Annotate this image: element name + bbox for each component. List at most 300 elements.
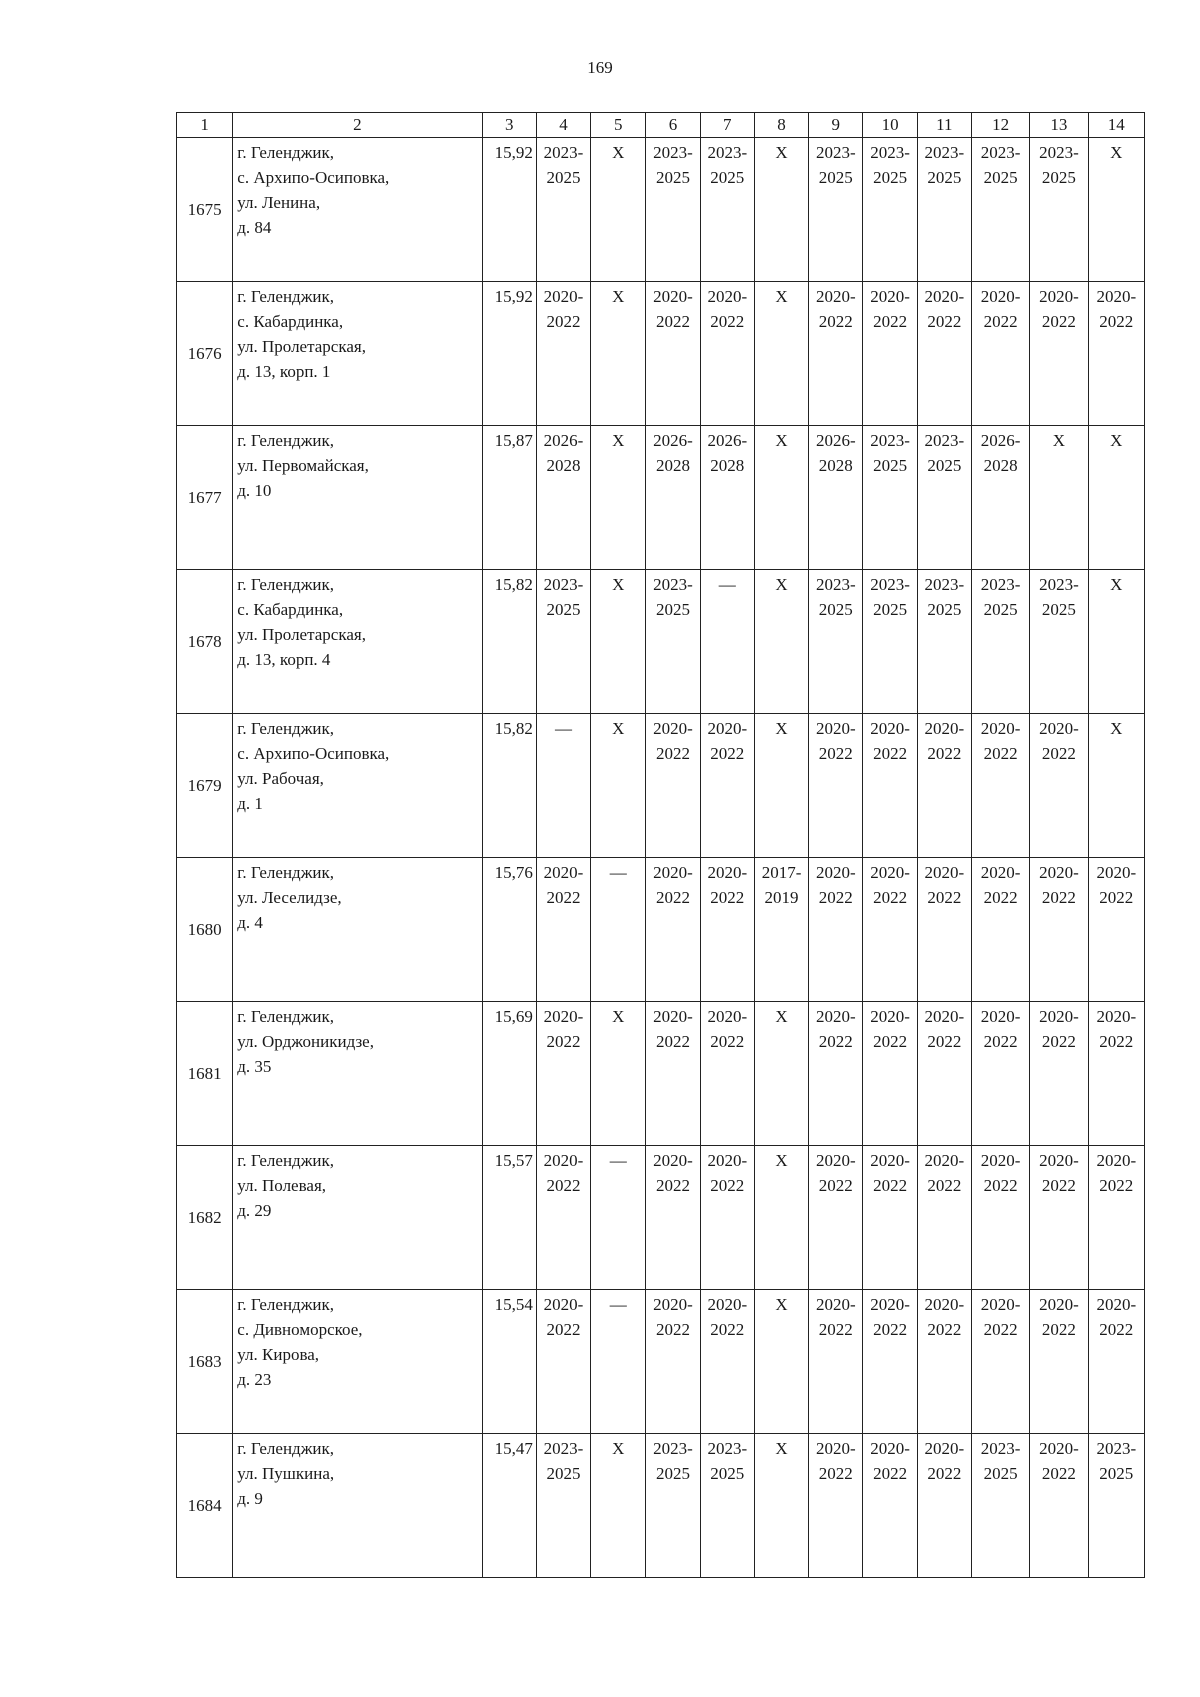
address-line: д. 29 xyxy=(237,1201,272,1220)
period-cell-8: Х xyxy=(754,570,808,714)
period-cell-7 xyxy=(700,714,754,858)
period-start: 2020- xyxy=(1039,1439,1079,1458)
period-end: 2025 xyxy=(818,168,853,187)
period-end: 2028 xyxy=(710,456,745,475)
period-cell-13 xyxy=(1030,858,1088,1002)
period-cell-11 xyxy=(917,1146,971,1290)
period-start: 2023- xyxy=(1096,1439,1137,1458)
period-start: 2026- xyxy=(707,431,748,450)
period-cell-5: Х xyxy=(591,138,646,282)
period-cell-9 xyxy=(809,714,863,858)
period-cell-12 xyxy=(971,138,1029,282)
area-value: 15,92 xyxy=(482,138,536,282)
period-start: 2020- xyxy=(1096,1007,1137,1026)
period-start: 2023- xyxy=(543,575,584,594)
period-start: 2020- xyxy=(1039,863,1079,882)
period-cell-5: — xyxy=(591,1290,646,1434)
address-line: ул. Орджоникидзе, xyxy=(237,1032,374,1051)
address-line: д. 84 xyxy=(237,218,272,237)
period-end: 2022 xyxy=(983,888,1018,907)
period-end: 2025 xyxy=(927,600,962,619)
period-cell-11 xyxy=(917,1290,971,1434)
period-end: 2022 xyxy=(1041,312,1076,331)
period-end: 2022 xyxy=(873,1032,908,1051)
period-start: 2020- xyxy=(1039,1295,1079,1314)
period-end: 2022 xyxy=(983,312,1018,331)
address-line: д. 1 xyxy=(237,794,263,813)
period-end: 2022 xyxy=(710,888,745,907)
period-cell-7 xyxy=(700,1434,754,1578)
period-start: 2020- xyxy=(1096,1151,1137,1170)
period-end: 2022 xyxy=(818,1320,853,1339)
period-cell-10 xyxy=(863,1290,917,1434)
period-end: 2019 xyxy=(764,888,799,907)
area-value: 15,76 xyxy=(482,858,536,1002)
address-line: с. Кабардинка, xyxy=(237,312,344,331)
period-cell-14 xyxy=(1088,1146,1144,1290)
period-end: 2022 xyxy=(927,312,962,331)
period-cell-12 xyxy=(971,282,1029,426)
period-start: 2020- xyxy=(653,1151,693,1170)
period-end: 2022 xyxy=(873,312,908,331)
period-end: 2025 xyxy=(656,168,690,187)
period-start: 2020- xyxy=(1039,287,1079,306)
period-start: 2026- xyxy=(815,431,856,450)
period-cell-5: Х xyxy=(591,1434,646,1578)
period-cell-6 xyxy=(646,138,700,282)
period-cell-4: — xyxy=(536,714,590,858)
period-cell-14 xyxy=(1088,1290,1144,1434)
period-start: 2020- xyxy=(543,1151,584,1170)
column-number-11: 11 xyxy=(917,113,971,138)
address-line: ул. Первомайская, xyxy=(237,456,369,475)
area-value: 15,82 xyxy=(482,570,536,714)
row-number: 1682 xyxy=(177,1146,233,1290)
period-cell-4 xyxy=(536,426,590,570)
row-number: 1681 xyxy=(177,1002,233,1146)
address-line: д. 13, корп. 1 xyxy=(237,362,331,381)
period-end: 2022 xyxy=(656,744,690,763)
period-cell-10 xyxy=(863,714,917,858)
period-end: 2022 xyxy=(818,744,853,763)
table-row xyxy=(177,858,1145,1002)
period-cell-13 xyxy=(1030,1002,1088,1146)
period-start: 2020- xyxy=(924,1007,965,1026)
table-body xyxy=(177,138,1145,1578)
period-end: 2025 xyxy=(873,168,908,187)
period-cell-5: Х xyxy=(591,570,646,714)
period-start: 2023- xyxy=(924,143,965,162)
period-cell-14: Х xyxy=(1088,714,1144,858)
period-end: 2022 xyxy=(656,312,690,331)
period-start: 2020- xyxy=(707,863,748,882)
period-cell-14 xyxy=(1088,1434,1144,1578)
address-line: ул. Леселидзе, xyxy=(237,888,342,907)
address-line: с. Архипо-Осиповка, xyxy=(237,168,390,187)
address-line: ул. Ленина, xyxy=(237,193,321,212)
period-start: 2023- xyxy=(924,575,965,594)
row-number: 1675 xyxy=(177,138,233,282)
period-cell-12 xyxy=(971,570,1029,714)
period-start: 2020- xyxy=(980,287,1021,306)
page-number: 169 xyxy=(587,58,613,77)
period-cell-13 xyxy=(1030,138,1088,282)
period-end: 2022 xyxy=(873,744,908,763)
period-end: 2025 xyxy=(546,600,581,619)
period-end: 2022 xyxy=(546,1032,581,1051)
period-cell-10 xyxy=(863,138,917,282)
period-start: 2020- xyxy=(815,1007,856,1026)
address-line: г. Геленджик, xyxy=(237,143,335,162)
housing-register-table xyxy=(176,112,1145,1578)
period-start: 2023- xyxy=(980,143,1021,162)
address-line: д. 4 xyxy=(237,913,263,932)
period-cell-8: Х xyxy=(754,714,808,858)
column-number-8: 8 xyxy=(754,113,808,138)
period-start: 2023- xyxy=(543,143,584,162)
period-start: 2020- xyxy=(543,287,584,306)
period-cell-6 xyxy=(646,570,700,714)
period-start: 2020- xyxy=(980,719,1021,738)
period-cell-14: Х xyxy=(1088,570,1144,714)
period-cell-5: — xyxy=(591,1146,646,1290)
period-cell-11 xyxy=(917,138,971,282)
period-end: 2022 xyxy=(656,1320,690,1339)
period-cell-7 xyxy=(700,1290,754,1434)
period-end: 2022 xyxy=(1099,1176,1134,1195)
period-cell-7 xyxy=(700,282,754,426)
period-cell-6 xyxy=(646,1002,700,1146)
period-cell-14: Х xyxy=(1088,426,1144,570)
period-cell-4 xyxy=(536,570,590,714)
period-start: 2020- xyxy=(653,287,693,306)
period-start: 2023- xyxy=(543,1439,584,1458)
period-start: 2020- xyxy=(707,287,748,306)
period-start: 2023- xyxy=(653,1439,693,1458)
period-cell-8: Х xyxy=(754,1146,808,1290)
period-end: 2022 xyxy=(1099,312,1134,331)
period-start: 2020- xyxy=(707,1295,748,1314)
period-end: 2022 xyxy=(710,1176,745,1195)
period-start: 2023- xyxy=(653,143,693,162)
period-start: 2020- xyxy=(870,1439,910,1458)
period-start: 2020- xyxy=(707,1007,748,1026)
period-start: 2020- xyxy=(707,719,748,738)
period-end: 2022 xyxy=(983,1176,1018,1195)
period-end: 2022 xyxy=(1041,744,1076,763)
period-start: 2023- xyxy=(707,1439,748,1458)
period-cell-9 xyxy=(809,1290,863,1434)
period-cell-6 xyxy=(646,1146,700,1290)
period-cell-11 xyxy=(917,426,971,570)
period-end: 2025 xyxy=(983,600,1018,619)
period-start: 2020- xyxy=(870,287,910,306)
row-number: 1676 xyxy=(177,282,233,426)
address-line: г. Геленджик, xyxy=(237,863,335,882)
period-start: 2023- xyxy=(924,431,965,450)
period-cell-11 xyxy=(917,858,971,1002)
period-cell-7 xyxy=(700,138,754,282)
period-end: 2025 xyxy=(546,168,581,187)
table-row xyxy=(177,1290,1145,1434)
period-cell-8 xyxy=(754,858,808,1002)
period-start: 2023- xyxy=(1039,575,1079,594)
table-row xyxy=(177,1146,1145,1290)
period-cell-7 xyxy=(700,1146,754,1290)
period-start: 2020- xyxy=(924,1295,965,1314)
table-row xyxy=(177,1002,1145,1146)
period-end: 2022 xyxy=(927,744,962,763)
period-end: 2025 xyxy=(1041,168,1076,187)
row-number: 1680 xyxy=(177,858,233,1002)
area-value: 15,57 xyxy=(482,1146,536,1290)
column-number-9: 9 xyxy=(809,113,863,138)
period-start: 2020- xyxy=(1039,1007,1079,1026)
row-number: 1678 xyxy=(177,570,233,714)
period-start: 2023- xyxy=(653,575,693,594)
address-cell xyxy=(233,1290,482,1434)
period-end: 2022 xyxy=(873,888,908,907)
period-end: 2022 xyxy=(818,1464,853,1483)
address-line: г. Геленджик, xyxy=(237,1295,335,1314)
period-start: 2020- xyxy=(870,1151,910,1170)
period-cell-7 xyxy=(700,858,754,1002)
period-end: 2022 xyxy=(546,1176,581,1195)
period-cell-12 xyxy=(971,1002,1029,1146)
period-cell-6 xyxy=(646,714,700,858)
period-end: 2022 xyxy=(656,1176,690,1195)
period-end: 2022 xyxy=(1099,1320,1134,1339)
period-start: 2020- xyxy=(815,287,856,306)
address-line: с. Архипо-Осиповка, xyxy=(237,744,390,763)
period-cell-14 xyxy=(1088,858,1144,1002)
address-line: г. Геленджик, xyxy=(237,287,335,306)
period-start: 2020- xyxy=(924,863,965,882)
period-cell-11 xyxy=(917,570,971,714)
period-start: 2020- xyxy=(924,287,965,306)
period-cell-13 xyxy=(1030,282,1088,426)
period-cell-6 xyxy=(646,1434,700,1578)
period-end: 2025 xyxy=(927,168,962,187)
period-end: 2022 xyxy=(818,1032,853,1051)
period-start: 2020- xyxy=(924,1151,965,1170)
period-end: 2025 xyxy=(710,168,745,187)
period-start: 2020- xyxy=(653,719,693,738)
address-line: с. Дивноморское, xyxy=(237,1320,363,1339)
period-end: 2028 xyxy=(818,456,853,475)
period-start: 2020- xyxy=(980,863,1021,882)
table-row xyxy=(177,426,1145,570)
period-cell-9 xyxy=(809,1002,863,1146)
period-end: 2025 xyxy=(656,600,690,619)
period-start: 2020- xyxy=(815,719,856,738)
address-line: ул. Рабочая, xyxy=(237,769,324,788)
period-cell-7 xyxy=(700,426,754,570)
address-cell xyxy=(233,138,482,282)
period-end: 2022 xyxy=(927,1032,962,1051)
period-cell-5: Х xyxy=(591,714,646,858)
column-number-row xyxy=(177,113,1145,138)
period-cell-6 xyxy=(646,282,700,426)
period-cell-9 xyxy=(809,570,863,714)
period-end: 2025 xyxy=(873,600,908,619)
table-row xyxy=(177,138,1145,282)
period-cell-4 xyxy=(536,1290,590,1434)
period-start: 2020- xyxy=(1096,863,1137,882)
period-start: 2023- xyxy=(1039,143,1079,162)
period-start: 2020- xyxy=(815,1295,856,1314)
period-end: 2028 xyxy=(656,456,690,475)
address-line: ул. Полевая, xyxy=(237,1176,327,1195)
period-cell-6 xyxy=(646,858,700,1002)
address-cell xyxy=(233,426,482,570)
table-row xyxy=(177,1434,1145,1578)
period-start: 2023- xyxy=(815,575,856,594)
row-number: 1677 xyxy=(177,426,233,570)
period-end: 2022 xyxy=(818,1176,853,1195)
period-cell-11 xyxy=(917,714,971,858)
period-cell-8: Х xyxy=(754,138,808,282)
period-cell-8: Х xyxy=(754,282,808,426)
period-cell-14 xyxy=(1088,282,1144,426)
period-cell-11 xyxy=(917,282,971,426)
period-cell-13 xyxy=(1030,1146,1088,1290)
period-start: 2020- xyxy=(543,863,584,882)
period-start: 2020- xyxy=(653,1007,693,1026)
address-line: ул. Пролетарская, xyxy=(237,337,366,356)
period-cell-14 xyxy=(1088,1002,1144,1146)
address-line: г. Геленджик, xyxy=(237,1439,335,1458)
period-cell-8: Х xyxy=(754,426,808,570)
period-end: 2022 xyxy=(1099,888,1134,907)
period-cell-12 xyxy=(971,426,1029,570)
period-end: 2022 xyxy=(927,1320,962,1339)
period-start: 2026- xyxy=(543,431,584,450)
period-cell-7 xyxy=(700,1002,754,1146)
period-end: 2022 xyxy=(710,744,745,763)
period-cell-12 xyxy=(971,1290,1029,1434)
period-start: 2020- xyxy=(980,1007,1021,1026)
area-value: 15,87 xyxy=(482,426,536,570)
period-end: 2022 xyxy=(1041,1320,1076,1339)
period-cell-8: Х xyxy=(754,1002,808,1146)
period-cell-9 xyxy=(809,1434,863,1578)
period-start: 2023- xyxy=(980,575,1021,594)
period-start: 2023- xyxy=(870,575,910,594)
address-line: с. Кабардинка, xyxy=(237,600,344,619)
period-start: 2020- xyxy=(653,863,693,882)
area-value: 15,47 xyxy=(482,1434,536,1578)
address-cell xyxy=(233,1146,482,1290)
table-row xyxy=(177,282,1145,426)
period-end: 2022 xyxy=(983,1032,1018,1051)
address-line: г. Геленджик, xyxy=(237,575,335,594)
period-cell-10 xyxy=(863,858,917,1002)
period-cell-9 xyxy=(809,426,863,570)
period-end: 2022 xyxy=(873,1464,908,1483)
period-end: 2022 xyxy=(983,744,1018,763)
period-start: 2020- xyxy=(1039,1151,1079,1170)
row-number: 1684 xyxy=(177,1434,233,1578)
period-end: 2022 xyxy=(546,312,581,331)
address-line: д. 9 xyxy=(237,1489,263,1508)
period-cell-10 xyxy=(863,570,917,714)
address-cell xyxy=(233,1002,482,1146)
table-row xyxy=(177,714,1145,858)
period-cell-4 xyxy=(536,858,590,1002)
period-cell-4 xyxy=(536,282,590,426)
period-end: 2022 xyxy=(1041,1176,1076,1195)
period-cell-8: Х xyxy=(754,1290,808,1434)
period-cell-6 xyxy=(646,1290,700,1434)
period-start: 2020- xyxy=(1039,719,1079,738)
period-end: 2025 xyxy=(1041,600,1076,619)
period-end: 2022 xyxy=(1041,1464,1076,1483)
period-cell-7: — xyxy=(700,570,754,714)
address-line: д. 13, корп. 4 xyxy=(237,650,331,669)
period-start: 2020- xyxy=(870,1295,910,1314)
address-cell xyxy=(233,570,482,714)
period-end: 2022 xyxy=(656,888,690,907)
period-cell-12 xyxy=(971,1434,1029,1578)
column-number-7: 7 xyxy=(700,113,754,138)
period-start: 2020- xyxy=(870,719,910,738)
period-end: 2022 xyxy=(546,888,581,907)
period-end: 2022 xyxy=(1041,888,1076,907)
period-end: 2022 xyxy=(710,1032,745,1051)
period-cell-9 xyxy=(809,1146,863,1290)
period-cell-9 xyxy=(809,282,863,426)
address-line: ул. Пушкина, xyxy=(237,1464,335,1483)
period-cell-5: — xyxy=(591,858,646,1002)
column-number-3: 3 xyxy=(482,113,536,138)
period-start: 2020- xyxy=(1096,287,1137,306)
period-start: 2017- xyxy=(761,863,802,882)
period-end: 2025 xyxy=(983,1464,1018,1483)
period-cell-5: Х xyxy=(591,282,646,426)
address-line: ул. Пролетарская, xyxy=(237,625,366,644)
period-end: 2022 xyxy=(818,312,853,331)
period-end: 2025 xyxy=(927,456,962,475)
period-end: 2022 xyxy=(927,1176,962,1195)
period-start: 2026- xyxy=(980,431,1021,450)
address-line: г. Геленджик, xyxy=(237,431,335,450)
column-number-10: 10 xyxy=(863,113,917,138)
column-number-2: 2 xyxy=(233,113,482,138)
period-cell-13 xyxy=(1030,714,1088,858)
address-cell xyxy=(233,714,482,858)
period-cell-4 xyxy=(536,1146,590,1290)
address-line: г. Геленджик, xyxy=(237,719,335,738)
period-end: 2022 xyxy=(873,1320,908,1339)
period-cell-10 xyxy=(863,1434,917,1578)
address-line: д. 10 xyxy=(237,481,272,500)
period-start: 2020- xyxy=(815,863,856,882)
row-number: 1679 xyxy=(177,714,233,858)
period-end: 2022 xyxy=(818,888,853,907)
period-cell-10 xyxy=(863,426,917,570)
table-row xyxy=(177,570,1145,714)
period-end: 2022 xyxy=(983,1320,1018,1339)
period-cell-12 xyxy=(971,1146,1029,1290)
period-end: 2022 xyxy=(873,1176,908,1195)
period-start: 2023- xyxy=(870,143,910,162)
period-start: 2026- xyxy=(653,431,693,450)
period-cell-4 xyxy=(536,1434,590,1578)
period-start: 2020- xyxy=(815,1151,856,1170)
period-cell-5: Х xyxy=(591,1002,646,1146)
period-start: 2023- xyxy=(707,143,748,162)
